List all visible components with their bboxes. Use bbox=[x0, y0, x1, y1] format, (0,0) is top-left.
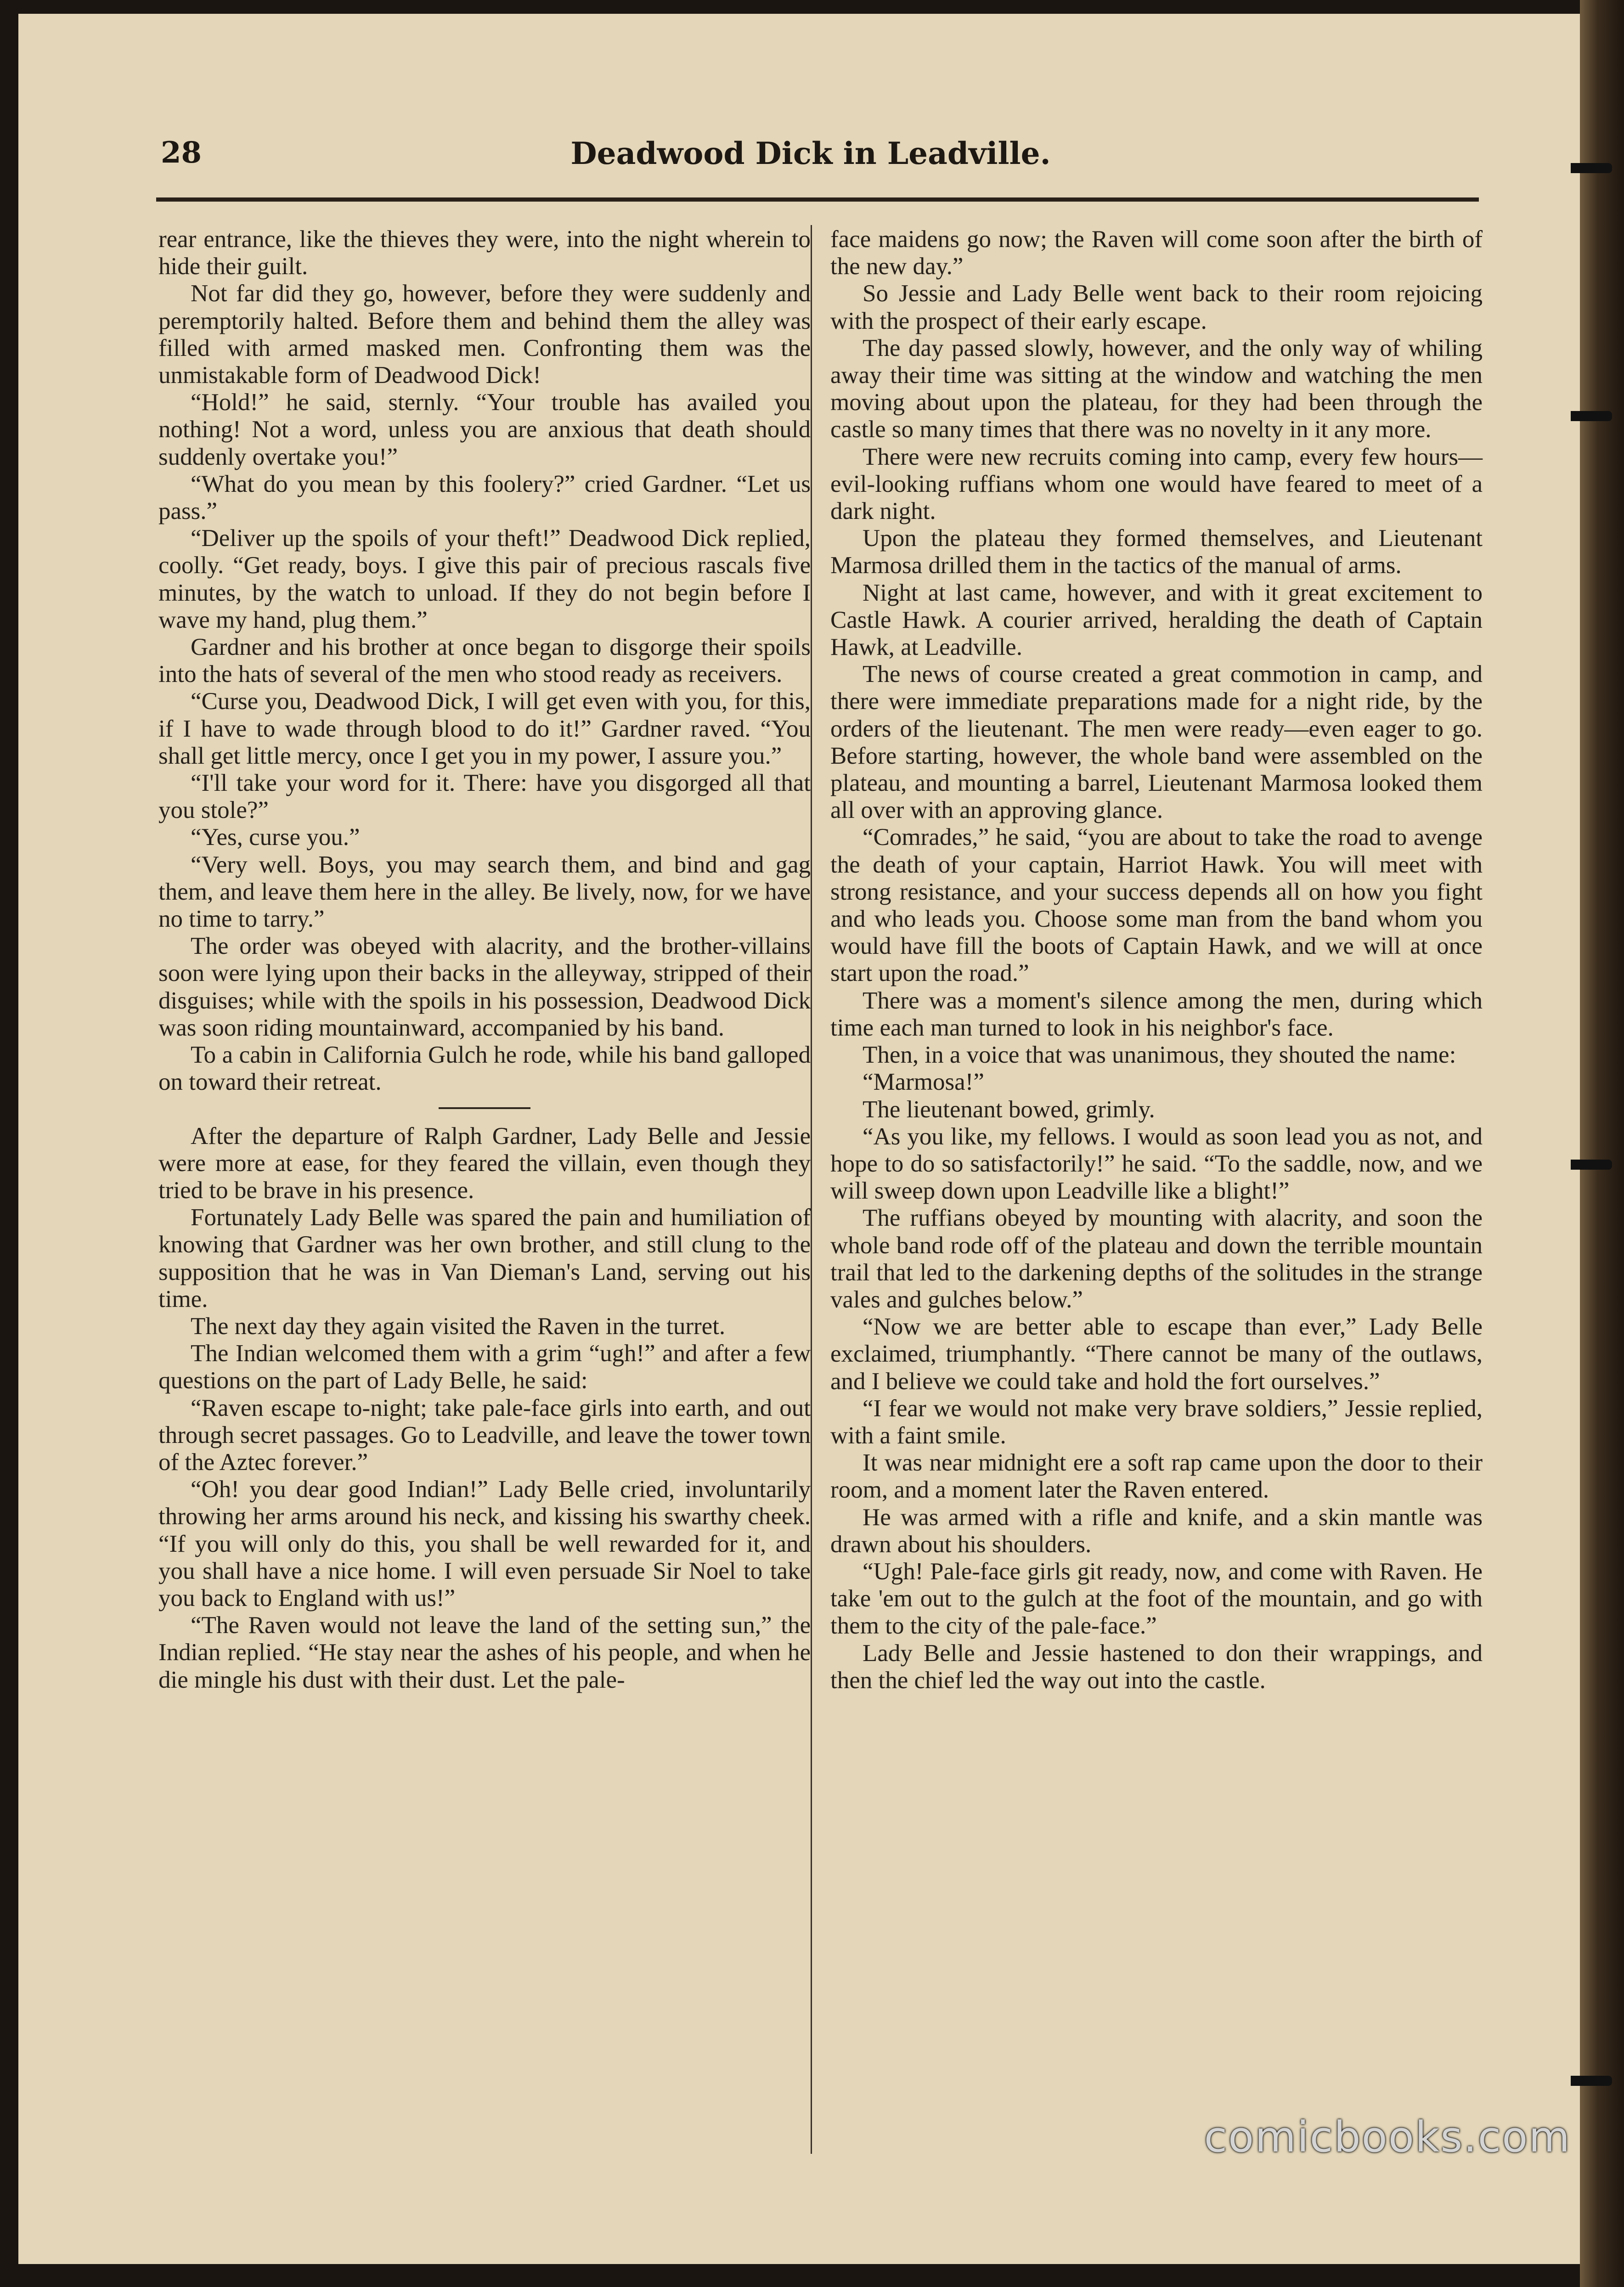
paragraph: Fortunately Lady Belle was spared the pain and humiliation of knowing that Gardner was her own brother, and still clung to the supposition that he was in Van Dieman's Land, serving out his time. bbox=[158, 1204, 811, 1312]
paragraph: The day passed slowly, however, and the only way of whiling away their time was sitting at the window and watching the men moving about upon the plateau, for they had been through the castle so many times that there was no novelty in it any more. bbox=[830, 334, 1483, 443]
binding-staple bbox=[1571, 2076, 1612, 2086]
paragraph: To a cabin in California Gulch he rode, while his band galloped on toward their retreat. bbox=[158, 1042, 811, 1096]
binding-staple bbox=[1571, 1160, 1612, 1170]
paragraph: The order was obeyed with alacrity, and the brother-villains soon were lying upon their backs in the alleyway, stripped of their disguises; while with the spoils in his possession, Deadwood Dick was soon riding mountainward, accompanied by his band. bbox=[158, 933, 811, 1041]
paragraph: “As you like, my fellows. I would as soon lead you as not, and hope to do so satisfactorily!” he said. “To the saddle, now, and we will sweep down upon Leadville like a blight!” bbox=[830, 1123, 1483, 1205]
paragraph: “Comrades,” he said, “you are about to take the road to avenge the death of your captain, Harriot Hawk. You will meet with strong resistance, and your success depends all on how you fight and who leads you. Choose some man from the band whom you would have fill the boots of Captain Hawk, and we will at once start upon the road.” bbox=[830, 824, 1483, 987]
paragraph: Night at last came, however, and with it great excitement to Castle Hawk. A courier arrived, heralding the death of Captain Hawk, at Leadville. bbox=[830, 579, 1483, 661]
paragraph: The ruffians obeyed by mounting with alacrity, and soon the whole band rode off of the plateau and down the terrible mountain trail that led to the darkening depths of the solitudes in the strange vales and gulches below.” bbox=[830, 1205, 1483, 1313]
paragraph: “The Raven would not leave the land of the setting sun,” the Indian replied. “He stay near the ashes of his people, and when he die mingle his dust with their dust. Let the pale- bbox=[158, 1612, 811, 1693]
paragraph: The lieutenant bowed, grimly. bbox=[863, 1096, 1155, 1123]
paragraph: “I fear we would not make very brave soldiers,” Jessie replied, with a faint smile. bbox=[830, 1395, 1483, 1449]
page-header bbox=[138, 135, 1483, 177]
paragraph: “Marmosa!” bbox=[863, 1069, 984, 1096]
running-title: Deadwood Dick in Leadville. bbox=[570, 135, 1051, 171]
paragraph: “Curse you, Deadwood Dick, I will get even with you, for this, if I have to wade through blood to do it!” Gardner raved. “You shall get little mercy, once I get you in my power, I assure you.” bbox=[158, 688, 811, 769]
paragraph: After the departure of Ralph Gardner, Lady Belle and Jessie were more at ease, for they feared the villain, even though they tried to be brave in his presence. bbox=[158, 1122, 811, 1204]
paragraph: The next day they again visited the Raven in the turret. bbox=[191, 1312, 726, 1340]
paragraph: Lady Belle and Jessie hastened to don their wrappings, and then the chief led the way out into the castle. bbox=[830, 1639, 1483, 1694]
paragraph: Then, in a voice that was unanimous, they shouted the name: bbox=[863, 1042, 1456, 1069]
paragraph: The Indian welcomed them with a grim “ugh!” and after a few questions on the part of Lady Belle, he said: bbox=[158, 1340, 811, 1394]
paragraph: “Hold!” he said, sternly. “Your trouble has availed you nothing! Not a word, unless you are anxious that death should suddenly overtake you!” bbox=[158, 389, 811, 470]
paragraph: It was near midnight ere a soft rap came upon the door to their room, and a moment later the Raven entered. bbox=[830, 1449, 1483, 1504]
right-column bbox=[830, 226, 1483, 1694]
paragraph: “Deliver up the spoils of your theft!” Deadwood Dick replied, coolly. “Get ready, boys. I give this pair of precious rascals five minutes, by the watch to unload. If they do not begin before I wave my hand, plug them.” bbox=[158, 525, 811, 633]
paragraph: Not far did they go, however, before they were suddenly and peremptorily halted. Before them and behind them the alley was filled with armed masked men. Confronting them was the unmistakable form of Deadwood Dick! bbox=[158, 280, 811, 389]
paragraph: “Oh! you dear good Indian!” Lady Belle cried, involuntarily throwing her arms around his neck, and kissing his swarthy cheek. “If you will only do this, you shall be well rewarded for it, and you shall have a nice home. I will even persuade Sir Noel to take you back to England with us!” bbox=[158, 1476, 811, 1611]
page-number: 28 bbox=[161, 135, 202, 170]
column-divider bbox=[811, 225, 812, 2154]
paragraph: So Jessie and Lady Belle went back to their room rejoicing with the prospect of their early escape. bbox=[830, 280, 1483, 334]
paragraph: “Ugh! Pale-face girls git ready, now, and come with Raven. He take 'em out to the gulch at the foot of the mountain, and go with them to the city of the pale-face.” bbox=[830, 1558, 1483, 1639]
paragraph: “What do you mean by this foolery?” cried Gardner. “Let us pass.” bbox=[158, 470, 811, 525]
paragraph: Upon the plateau they formed themselves, and Lieutenant Marmosa drilled them in the tactics of the manual of arms. bbox=[830, 525, 1483, 579]
section-break-rule bbox=[439, 1107, 530, 1109]
paragraph: face maidens go now; the Raven will come soon after the birth of the new day.” bbox=[830, 226, 1483, 280]
paragraph: There was a moment's silence among the men, during which time each man turned to look in his neighbor's face. bbox=[830, 987, 1483, 1041]
binding-staple bbox=[1571, 163, 1612, 173]
paragraph: The news of course created a great commotion in camp, and there were immediate preparations made for a night ride, by the orders of the lieutenant. The men were ready—even eager to go. Before starting, however, the whole band were assembled on the plateau, and mounting a barrel, Lieutenant Marmosa looked them all over with an approving glance. bbox=[830, 661, 1483, 824]
paragraph: “Very well. Boys, you may search them, and bind and gag them, and leave them here in the alley. Be lively, now, for we have no time to tarry.” bbox=[158, 851, 811, 933]
paragraph: “Yes, curse you.” bbox=[191, 824, 360, 851]
paragraph: He was armed with a rifle and knife, and a skin mantle was drawn about his shoulders. bbox=[830, 1504, 1483, 1558]
paragraph: “I'll take your word for it. There: have you disgorged all that you stole?” bbox=[158, 770, 811, 824]
paragraph: There were new recruits coming into camp, every few hours—evil-looking ruffians whom one would have feared to meet of a dark night. bbox=[830, 443, 1483, 525]
page-binding bbox=[1580, 0, 1624, 2287]
binding-staple bbox=[1571, 411, 1612, 421]
paragraph: “Raven escape to-night; take pale-face girls into earth, and out through secret passages. Go to Leadville, and leave the tower town of the Aztec forever.” bbox=[158, 1394, 811, 1476]
paragraph: rear entrance, like the thieves they were, into the night wherein to hide their guilt. bbox=[158, 226, 811, 280]
book-page bbox=[18, 14, 1589, 2264]
site-watermark: comicbooks.com bbox=[1204, 2112, 1571, 2162]
header-rule bbox=[156, 197, 1479, 202]
paragraph: “Now we are better able to escape than ever,” Lady Belle exclaimed, triumphantly. “There cannot be many of the outlaws, and I believe we could take and hold the fort ourselves.” bbox=[830, 1313, 1483, 1395]
paragraph: Gardner and his brother at once began to disgorge their spoils into the hats of several of the men who stood ready as receivers. bbox=[158, 634, 811, 688]
left-column bbox=[158, 226, 811, 1694]
